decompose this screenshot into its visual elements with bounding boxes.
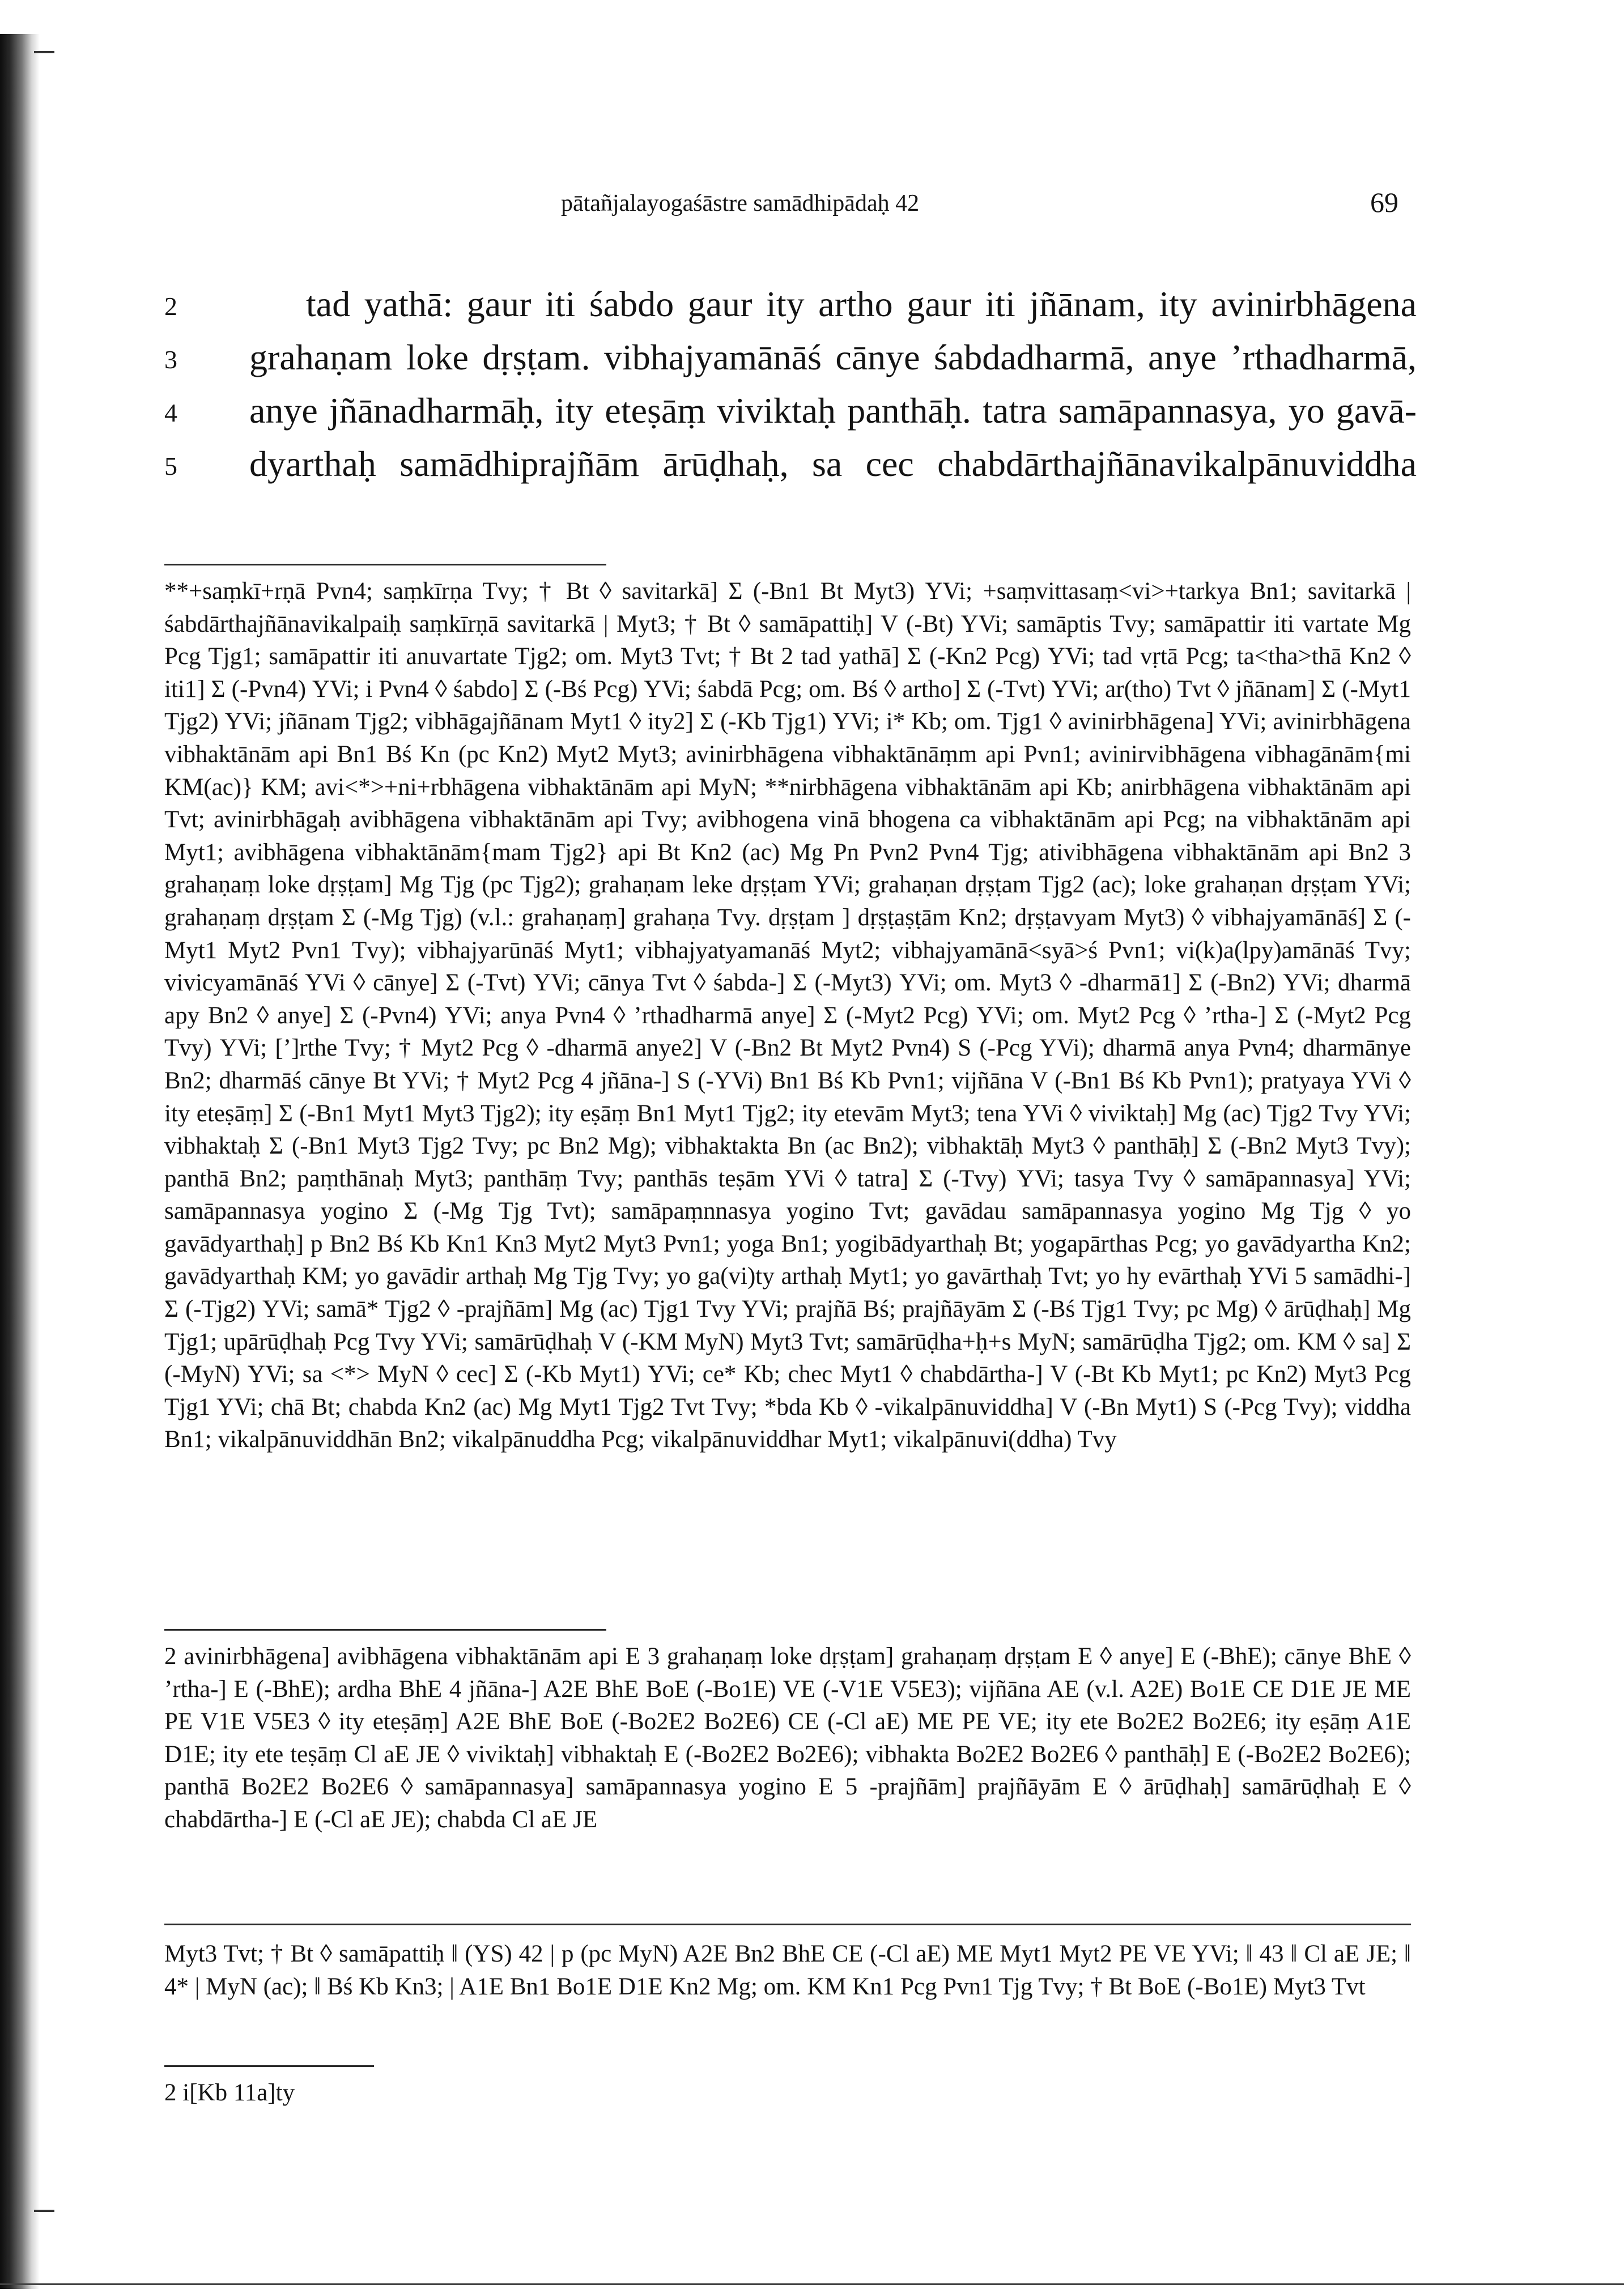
- apparatus-divider: [164, 564, 606, 565]
- line-text: grahaṇam loke dṛṣṭam. vibhajyamānāś cānye śabdadharmā, anye ’rthadharmā,: [249, 337, 1417, 377]
- main-text: [164, 278, 1417, 491]
- apparatus-colophon: Myt3 Tvt; † Bt ◊ samāpattiḥ ‖ (YS) 42 | p (pc MyN) A2E Bn2 BhE CE (-Cl aE) ME Myt1 Myt2 PE VE YVi; ‖ 43 ‖ Cl aE JE; ‖ 4* | MyN (ac); ‖ Bś Kb Kn3; | A1E Bn1 Bo1E D1E Kn2 Mg; om. KM Kn1 Pcg Pvn1 Tjg Tvy; † Bt BoE (-Bo1E) Myt3 Tvt: [164, 1941, 1411, 2000]
- apparatus-sources: **+saṃkī+rṇā Pvn4; saṃkīrṇa Tvy; † Bt ◊ savitarkā] Σ (-Bn1 Bt Myt3) YVi; +saṃvittasaṃ<vi>+tarkya Bn1; savitarkā | śabdārthajñānavikalpaiḥ saṃkīrṇā savitarkā | Myt3; † Bt ◊ samāpattiḥ] V (-Bt) YVi; samāptis Tvy; samāpattir iti vartate Mg Pcg Tjg1; samāpattir iti anuvartate Tjg2; om. Myt3 Tvt; † Bt 2 tad yathā] Σ (-Kn2 Pcg) YVi; tad vṛtā Pcg; ta<tha>thā Kn2 ◊ iti1] Σ (-Pvn4) YVi; i Pvn4 ◊ śabdo] Σ (-Bś Pcg) YVi; śabdā Pcg; om. Bś ◊ artho] Σ (-Tvt) YVi; ar(tho) Tvt ◊ jñānam] Σ (-Myt1 Tjg2) YVi; jñānam Tjg2; vibhāgajñānam Myt1 ◊ ity2] Σ (-Kb Tjg1) YVi; i* Kb; om. Tjg1 ◊ avinirbhāgena] YVi; avinirbhāgena vibhaktānām api Bn1 Bś Kn (pc Kn2) Myt2 Myt3; avinirbhāgena vibhaktānāṃm api Pvn1; avinirvibhāgena vibhagānām{mi KM(ac)} KM; avi<*>+ni+rbhāgena vibhaktānām api MyN; **nirbhāgena vibhaktānām api Kb; anirbhāgena vibhaktānām api Tvt; avinirbhāgaḥ avibhāgena vibhaktānām api Tvy; avibhogena vinā bhogena ca vibhaktānām api Pcg; na vibhaktānām api Myt1; avibhāgena vibhaktānām{mam Tjg2} api Bt Kn2 (ac) Mg Pn Pvn2 Pvn4 Tjg; ativibhāgena vibhaktānām api Bn2 3 grahaṇaṃ loke dṛṣṭam] Mg Tjg (pc Tjg2); grahaṇam leke dṛṣṭam YVi; grahaṇan dṛṣṭam Tjg2 (ac); loke grahaṇan dṛṣṭam YVi; grahaṇaṃ dṛṣṭam Σ (-Mg Tjg) (v.l.: grahaṇaṃ] grahaṇa Tvy. dṛṣṭam ] dṛṣṭaṣṭām Kn2; dṛṣṭavyam Myt3) ◊ vibhajyamānāś] Σ (-Myt1 Myt2 Pvn1 Tvy); vibhajyarūnāś Myt1; vibhajyatyamanāś Myt2; vibhajyamānā<syā>ś Pvn1; vi(k)a(lpy)amānāś Tvy; vivicyamānāś YVi ◊ cānye] Σ (-Tvt) YVi; cānya Tvt ◊ śabda-] Σ (-Myt3) YVi; om. Myt3 ◊ -dharmā1] Σ (-Bn2) YVi; dharmā apy Bn2 ◊ anye] Σ (-Pvn4) YVi; anya Pvn4 ◊ ’rthadharmā anye] Σ (-Myt2 Pcg) YVi; om. Myt2 Pcg ◊ ’rtha-] Σ (-Myt2 Pcg Tvy) YVi; [’]rthe Tvy; † Myt2 Pcg ◊ -dharmā anye2] V (-Bn2 Bt Myt2 Pvn4) S (-Pcg YVi); dharmā anya Pvn4; dharmānye Bn2; dharmāś cānye Bt YVi; † Myt2 Pcg 4 jñāna-] S (-YVi) Bn1 Bś Kb Pvn1; vijñāna V (-Bn1 Bś Kb Pvn1); pratyaya YVi ◊ ity eteṣāṃ] Σ (-Bn1 Myt1 Myt3 Tjg2); ity eṣāṃ Bn1 Myt1 Tjg2; ity etevām Myt3; tena YVi ◊ viviktaḥ] Mg (ac) Tjg2 Tvy YVi; vibhaktaḥ Σ (-Bn1 Myt3 Tjg2 Tvy; pc Bn2 Mg); vibhaktakta Bn (ac Bn2); vibhaktāḥ Myt3 ◊ panthāḥ] Σ (-Bn2 Myt3 Tvy); panthā Bn2; paṃthānaḥ Myt3; panthāṃ Tvy; panthās teṣām YVi ◊ tatra] Σ (-Tvy) YVi; tasya Tvy ◊ samāpannasya] YVi; samāpannasya yogino Σ (-Mg Tjg Tvt); samāpaṃnnasya yogino Tvt; gavādau samāpannasya yogino Mg Tjg ◊ yo gavādyarthaḥ] p Bn2 Bś Kb Kn1 Kn3 Myt2 Myt3 Pvn1; yoga Bn1; yogibādyarthaḥ Bt; yogapārthas Pcg; yo gavādyartha Kn2; gavādyarthaḥ KM; yo gavādir arthaḥ Mg Tjg Tvy; yo ga(vi)ty arthaḥ Myt1; yo gavārthaḥ Tvt; yo hy evārthaḥ YVi 5 samādhi-] Σ (-Tjg2) YVi; samā* Tjg2 ◊ -prajñām] Mg (ac) Tjg1 Tvy YVi; prajñā Bś; prajñāyām Σ (-Bś Tjg1 Tvy; pc Mg) ◊ ārūḍhaḥ] Mg Tjg1; upārūḍhaḥ Pcg Tvy YVi; samārūḍhaḥ V (-KM MyN) Myt3 Tvt; samārūḍha+ḥ+s MyN; samārūḍha Tjg2; om. KM ◊ sa] Σ (-MyN) YVi; sa <*> MyN ◊ cec] Σ (-Kb Myt1) YVi; ce* Kb; chec Myt1 ◊ chabdārtha-] V (-Bt Kb Myt1; pc Kn2) Myt3 Pcg Tjg1 YVi; chā Bt; chabda Kn2 (ac) Mg Myt1 Tjg2 Tvt Tvy; *bda Kb ◊ -vikalpānuviddha] V (-Bn Myt1) S (-Pcg Tvy); viddha Bn1; vikalpānuviddhān Bn2; vikalpānuddha Pcg; vikalpānuviddhar Myt1; vikalpānuvi(ddha) Tvy: [164, 578, 1411, 1453]
- line-number: 5: [164, 452, 177, 480]
- apparatus-editions: 2 avinirbhāgena] avibhāgena vibhaktānām api E 3 grahaṇaṃ loke dṛṣṭam] grahaṇaṃ dṛṣṭam E ◊ anye] E (-BhE); cānye BhE ◊ ’rtha-] E (-BhE); ardha BhE 4 jñāna-] A2E BhE BoE (-Bo1E) VE (-V1E V5E3); vijñāna AE (v.l. A2E) Bo1E CE D1E JE ME PE V1E V5E3 ◊ ity eteṣāṃ] A2E BhE BoE (-Bo2E2 Bo2E6) CE (-Cl aE) ME PE VE; ity ete Bo2E2 Bo2E6; ity eṣāṃ A1E D1E; ity ete teṣāṃ Cl aE JE ◊ viviktaḥ] vibhaktaḥ E (-Bo2E2 Bo2E6); vibhakta Bo2E2 Bo2E6 ◊ panthāḥ] E (-Bo2E2 Bo2E6); panthā Bo2E2 Bo2E6 ◊ samāpannasya] samāpannasya yogino E 5 -prajñām] prajñāyām E ◊ ārūḍhaḥ] samārūḍhaḥ E ◊ chabdārtha-] E (-Cl aE JE); chabda Cl aE JE: [164, 1643, 1411, 1833]
- text-line: [164, 384, 1417, 437]
- line-text: anye jñānadharmāḥ, ity eteṣāṃ viviktaḥ panthāḥ. tatra samāpannasya, yo gavā-: [249, 390, 1417, 431]
- line-number: 4: [164, 398, 177, 427]
- text-line: [164, 278, 1417, 331]
- apparatus-divider: [164, 1629, 606, 1631]
- book-binding-shadow: [0, 34, 40, 2289]
- line-text: dyarthaḥ samādhiprajñām ārūḍhaḥ, sa cec chabdārthajñānavikalpānuviddha: [249, 444, 1417, 484]
- apparatus-divider: [164, 2065, 374, 2067]
- line-text: tad yathā: gaur iti śabdo gaur ity artho gaur iti jñānam, ity avinirbhāgena: [306, 284, 1417, 324]
- line-number: 2: [164, 292, 177, 321]
- binding-mark: [34, 51, 54, 53]
- page-number: 69: [1370, 186, 1398, 218]
- text-line: [164, 331, 1417, 384]
- apparatus-folio: 2 i[Kb 11a]ty: [164, 2079, 295, 2106]
- text-line: [164, 437, 1417, 491]
- running-title: pātañjalayogaśāstre samādhipādaḥ 42: [561, 190, 920, 216]
- binding-mark: [34, 2210, 54, 2212]
- apparatus-divider: [164, 1924, 1411, 1925]
- page-bottom-edge: [0, 2283, 1624, 2285]
- line-number: 3: [164, 345, 177, 374]
